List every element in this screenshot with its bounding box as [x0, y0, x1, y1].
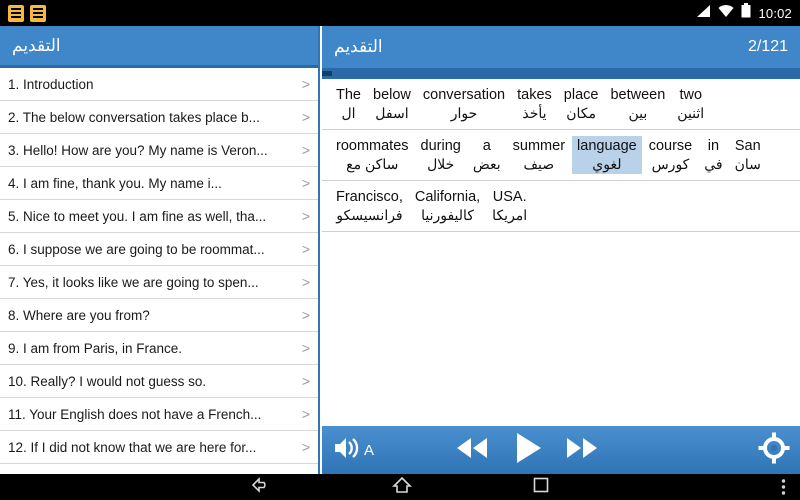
- chevron-right-icon: >: [301, 142, 310, 158]
- rewind-icon[interactable]: [451, 434, 493, 467]
- word-english: in: [707, 138, 720, 154]
- word-english: roommates: [336, 138, 409, 154]
- word-arabic: ساكن مع: [346, 156, 399, 172]
- list-item[interactable]: [0, 398, 318, 431]
- chevron-right-icon: >: [301, 307, 310, 323]
- word-row: [330, 136, 792, 176]
- android-navigation-bar: [0, 474, 800, 500]
- battery-icon: [741, 3, 751, 23]
- word-arabic: كورس: [651, 156, 690, 172]
- gear-icon[interactable]: [758, 432, 790, 469]
- speaker-button[interactable]: [332, 435, 374, 466]
- list-item-label: 8. Where are you from?: [8, 307, 150, 323]
- word-arabic: اثنين: [677, 105, 705, 121]
- word-row: [330, 85, 792, 125]
- list-item-label: 11. Your English does not have a French...: [8, 406, 262, 422]
- word-pair[interactable]: [416, 136, 466, 174]
- word-english: language: [577, 138, 637, 154]
- list-item[interactable]: [0, 167, 318, 200]
- notification-icon: [30, 5, 46, 22]
- word-pair-highlighted[interactable]: [572, 136, 642, 174]
- chevron-right-icon: >: [301, 76, 310, 92]
- chevron-right-icon: >: [301, 274, 310, 290]
- recents-icon[interactable]: [532, 476, 550, 499]
- reader-header: [322, 26, 800, 68]
- speaker-icon: [332, 435, 362, 466]
- list-item[interactable]: [0, 365, 318, 398]
- play-icon[interactable]: [507, 430, 547, 471]
- progress-track[interactable]: [322, 68, 800, 79]
- word-english: takes: [517, 87, 552, 103]
- word-pair[interactable]: [605, 85, 670, 123]
- word-arabic: فرانسيسكو: [336, 207, 403, 223]
- list-item-label: 12. If I did not know that we are here for...: [8, 439, 257, 455]
- word-pair[interactable]: [331, 187, 408, 225]
- word-pair[interactable]: [508, 136, 570, 174]
- word-english: two: [679, 87, 703, 103]
- list-item[interactable]: [0, 134, 318, 167]
- lesson-list[interactable]: [0, 68, 318, 471]
- word-arabic: اسفل: [375, 105, 409, 121]
- list-item-label: 1. Introduction: [8, 76, 94, 92]
- word-arabic: يأخذ: [522, 105, 547, 121]
- word-pair[interactable]: [644, 136, 698, 174]
- word-pair[interactable]: [699, 136, 727, 174]
- chevron-right-icon: >: [301, 439, 310, 455]
- main-content: [0, 26, 800, 474]
- chevron-right-icon: >: [301, 340, 310, 356]
- list-item[interactable]: [0, 266, 318, 299]
- word-pair[interactable]: [410, 187, 485, 225]
- fast-forward-icon[interactable]: [561, 434, 603, 467]
- list-item[interactable]: [0, 101, 318, 134]
- status-bar-notifications: [8, 5, 46, 22]
- word-arabic: في: [704, 156, 723, 172]
- word-english: The: [336, 87, 361, 103]
- word-english: course: [648, 138, 693, 154]
- signal-icon: [696, 4, 711, 23]
- sentence-counter: 2/121: [747, 38, 788, 55]
- reader-title: التقديم: [334, 37, 383, 56]
- lesson-list-header: [0, 26, 318, 68]
- word-english: California,: [414, 189, 481, 205]
- chevron-right-icon: >: [301, 208, 310, 224]
- chevron-right-icon: >: [301, 175, 310, 191]
- list-item[interactable]: [0, 68, 318, 101]
- notification-icon: [8, 5, 24, 22]
- word-arabic: سان: [734, 156, 761, 172]
- word-pair[interactable]: [672, 85, 709, 123]
- lesson-list-title: التقديم: [12, 35, 61, 55]
- status-bar: [0, 0, 800, 26]
- word-english: USA.: [492, 189, 527, 205]
- list-item-label: 5. Nice to meet you. I am fine as well, tha...: [8, 208, 267, 224]
- word-arabic: كاليفورنيا: [421, 207, 474, 223]
- word-arabic: مكان: [566, 105, 596, 121]
- audio-player-bar: [322, 426, 800, 474]
- word-arabic: ال: [341, 105, 356, 121]
- list-item-label: 2. The below conversation takes place b...: [8, 109, 260, 125]
- word-row: [330, 187, 792, 227]
- word-arabic: صيف: [523, 156, 555, 172]
- text-line: [322, 130, 800, 181]
- word-pair[interactable]: [331, 136, 414, 174]
- word-pair[interactable]: [368, 85, 416, 123]
- transport-controls: [451, 430, 603, 471]
- status-bar-system: [696, 3, 792, 23]
- word-pair[interactable]: [331, 85, 366, 123]
- list-item[interactable]: [0, 233, 318, 266]
- text-line: [322, 181, 800, 232]
- list-item[interactable]: [0, 200, 318, 233]
- lesson-list-panel: [0, 26, 320, 474]
- word-english: below: [373, 87, 411, 103]
- chevron-right-icon: >: [301, 406, 310, 422]
- word-english: San: [734, 138, 761, 154]
- speaker-label: A: [364, 441, 375, 459]
- word-english: conversation: [422, 87, 506, 103]
- word-pair[interactable]: [418, 85, 510, 123]
- list-item-label: 9. I am from Paris, in France.: [8, 340, 183, 356]
- list-item[interactable]: [0, 332, 318, 365]
- list-item-label: 4. I am fine, thank you. My name i...: [8, 175, 222, 191]
- word-arabic: امريكا: [492, 207, 528, 223]
- word-pair[interactable]: [487, 187, 532, 225]
- chevron-right-icon: >: [301, 109, 310, 125]
- wifi-icon: [718, 4, 734, 23]
- reader-panel: [322, 26, 800, 474]
- text-line: [322, 79, 800, 130]
- chevron-right-icon: >: [301, 241, 310, 257]
- word-arabic: بين: [628, 105, 648, 121]
- word-arabic: خلال: [427, 156, 455, 172]
- progress-fill: [322, 71, 332, 76]
- word-english: between: [610, 87, 666, 103]
- list-item[interactable]: [0, 299, 318, 332]
- word-pair[interactable]: [468, 136, 506, 174]
- word-english: Francisco,: [336, 189, 403, 205]
- list-item-label: 6. I suppose we are going to be roommat...: [8, 241, 265, 257]
- status-bar-clock: 10:02: [758, 5, 792, 21]
- word-english: place: [563, 87, 599, 103]
- word-english: summer: [512, 138, 566, 154]
- word-arabic: بعض: [472, 156, 501, 172]
- list-item-label: 10. Really? I would not guess so.: [8, 373, 207, 389]
- list-item-label: 3. Hello! How are you? My name is Veron...: [8, 142, 268, 158]
- word-arabic: حوار: [450, 105, 478, 121]
- back-icon[interactable]: [250, 476, 272, 499]
- word-pair[interactable]: [512, 85, 557, 123]
- chevron-right-icon: >: [301, 373, 310, 389]
- word-arabic: لغوي: [592, 156, 622, 172]
- word-english: a: [482, 138, 491, 154]
- home-icon[interactable]: [392, 476, 412, 499]
- word-pair[interactable]: [559, 85, 604, 123]
- overflow-menu-icon[interactable]: [781, 478, 786, 496]
- word-pair[interactable]: [730, 136, 766, 174]
- word-english: during: [420, 138, 461, 154]
- list-item-label: 7. Yes, it looks like we are going to spen...: [8, 274, 259, 290]
- list-item[interactable]: [0, 431, 318, 464]
